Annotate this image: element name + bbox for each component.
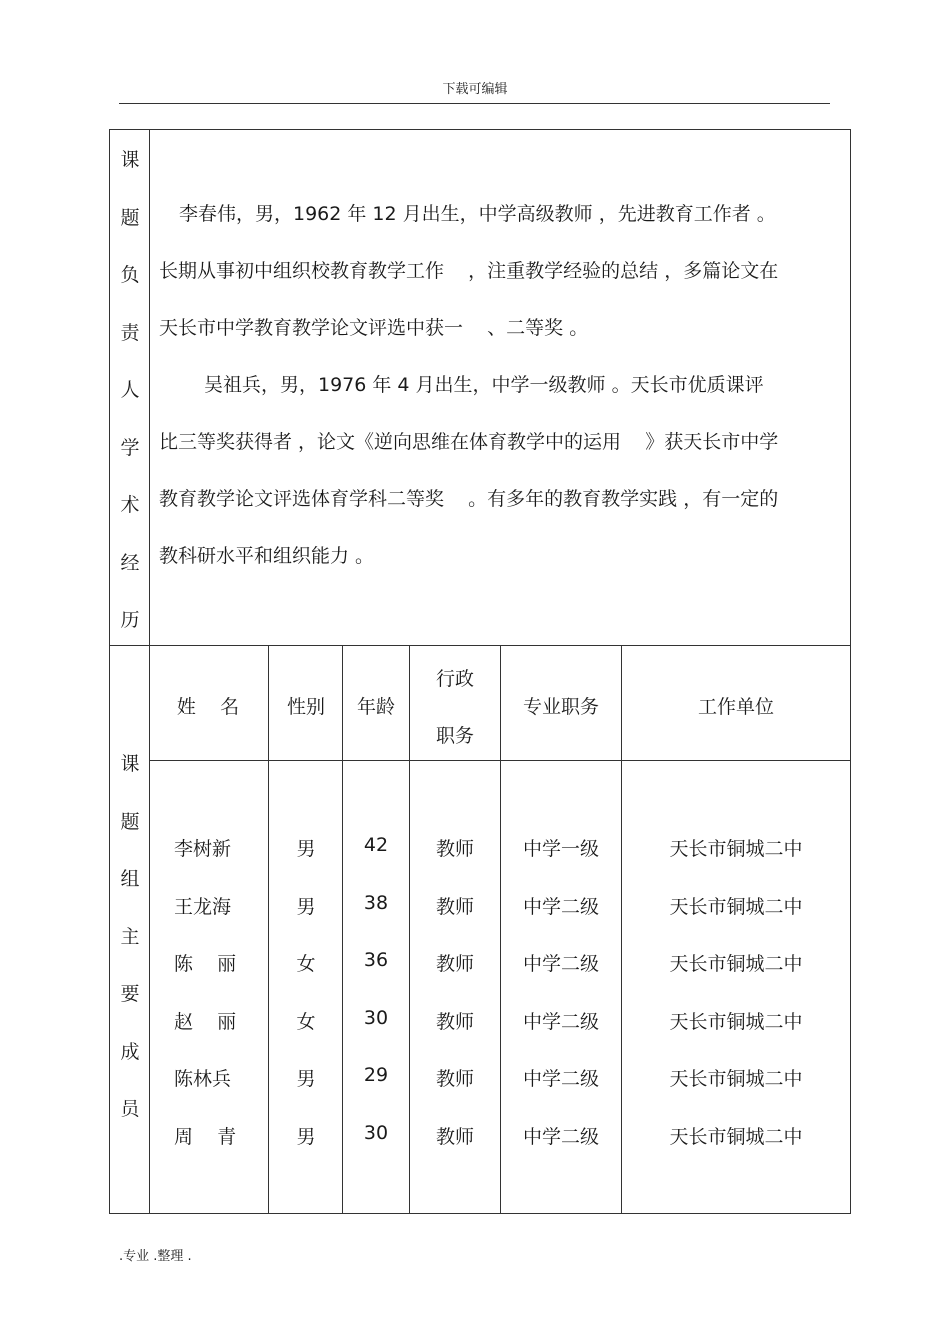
section-label-char: 组 — [120, 868, 140, 890]
section-label-char: 人 — [120, 379, 140, 401]
cell-admin-post: 教师 — [435, 895, 474, 918]
section-label-char: 题 — [120, 206, 140, 229]
cell-professional-title: 中学二级 — [522, 953, 599, 975]
header-name: 姓 名 — [176, 696, 240, 718]
cell-gender: 男 — [296, 1068, 316, 1090]
text-line: 天长市中学教育教学论文评选中获一 、二等奖 。 — [159, 317, 589, 339]
text-line: 李春伟，男，1962 年 12 月出生，中学高级教师 ，先进教育工作者 。 — [179, 203, 776, 225]
cell-age: 38 — [363, 891, 389, 914]
section-label-char: 学 — [120, 436, 140, 459]
page-header: 下载可编辑 — [442, 82, 508, 97]
header-admin-line2: 职务 — [435, 725, 474, 747]
cell-name: 赵 丽 — [174, 1010, 237, 1033]
section-label-char: 责 — [120, 321, 140, 344]
cell-admin-post: 教师 — [435, 1010, 474, 1033]
section-label-char: 员 — [120, 1098, 140, 1120]
text-line: 吴祖兵，男，1976 年 4 月出生，中学一级教师 。天长市优质课评 — [204, 374, 764, 396]
text-line: 比三等奖获得者 ，论文《逆向思维在体育教学中的运用 》获天长市中学 — [159, 431, 779, 453]
cell-gender: 女 — [296, 953, 316, 975]
cell-work-unit: 天长市铜城二中 — [669, 838, 803, 860]
col-divider-name — [268, 645, 269, 1214]
section-label-char: 历 — [120, 609, 140, 631]
header-rule — [119, 103, 830, 104]
section-label-char: 术 — [120, 494, 140, 516]
section-label-char: 主 — [120, 925, 140, 948]
cell-admin-post: 教师 — [435, 1125, 474, 1148]
section-label-char: 课 — [120, 149, 140, 171]
text-line: 教科研水平和组织能力 。 — [159, 545, 375, 567]
cell-age: 30 — [363, 1006, 389, 1029]
cell-work-unit: 天长市铜城二中 — [669, 1068, 803, 1090]
section-label-char: 成 — [120, 1040, 140, 1063]
text-line: 教育教学论文评选体育学科二等奖 。有多年的教育教学实践 ，有一定的 — [159, 488, 779, 510]
cell-name: 陈林兵 — [174, 1068, 232, 1090]
cell-name: 陈 丽 — [174, 953, 237, 975]
section-label-char: 课 — [120, 753, 140, 775]
cell-work-unit: 天长市铜城二中 — [669, 1125, 803, 1148]
cell-name: 周 青 — [174, 1125, 237, 1148]
cell-professional-title: 中学二级 — [522, 1125, 599, 1148]
cell-admin-post: 教师 — [435, 1068, 474, 1090]
header-gender: 性别 — [286, 696, 325, 718]
cell-professional-title: 中学二级 — [522, 1068, 599, 1090]
cell-age: 30 — [363, 1121, 389, 1144]
header-professional-title: 专业职务 — [522, 696, 599, 718]
cell-gender: 男 — [296, 895, 316, 918]
cell-gender: 女 — [296, 1010, 316, 1033]
cell-work-unit: 天长市铜城二中 — [669, 953, 803, 975]
page-footer: .专业 .整理 . — [119, 1249, 192, 1264]
cell-name: 王龙海 — [174, 895, 232, 918]
cell-gender: 男 — [296, 1125, 316, 1148]
section-label-char: 经 — [120, 551, 140, 574]
header-work-unit: 工作单位 — [697, 696, 774, 718]
cell-gender: 男 — [296, 838, 316, 860]
cell-professional-title: 中学二级 — [522, 1010, 599, 1033]
section-label-char: 要 — [120, 983, 140, 1005]
section-divider — [109, 645, 851, 646]
header-age: 年龄 — [356, 696, 395, 718]
section-label-char: 题 — [120, 810, 140, 833]
header-admin-line1: 行政 — [435, 668, 474, 690]
cell-admin-post: 教师 — [435, 953, 474, 975]
academic-history-text — [159, 186, 778, 585]
cell-work-unit: 天长市铜城二中 — [669, 1010, 803, 1033]
cell-age: 29 — [363, 1064, 389, 1086]
cell-professional-title: 中学二级 — [522, 895, 599, 918]
cell-name: 李树新 — [174, 838, 232, 860]
cell-work-unit: 天长市铜城二中 — [669, 895, 803, 918]
cell-admin-post: 教师 — [435, 838, 474, 860]
cell-professional-title: 中学一级 — [522, 838, 599, 860]
cell-age: 36 — [363, 949, 389, 971]
text-line: 长期从事初中组织校教育教学工作 ，注重教学经验的总结 ，多篇论文在 — [159, 260, 779, 282]
section-label-char: 负 — [120, 264, 140, 286]
header-row-divider — [149, 760, 851, 761]
cell-age: 42 — [363, 834, 389, 856]
